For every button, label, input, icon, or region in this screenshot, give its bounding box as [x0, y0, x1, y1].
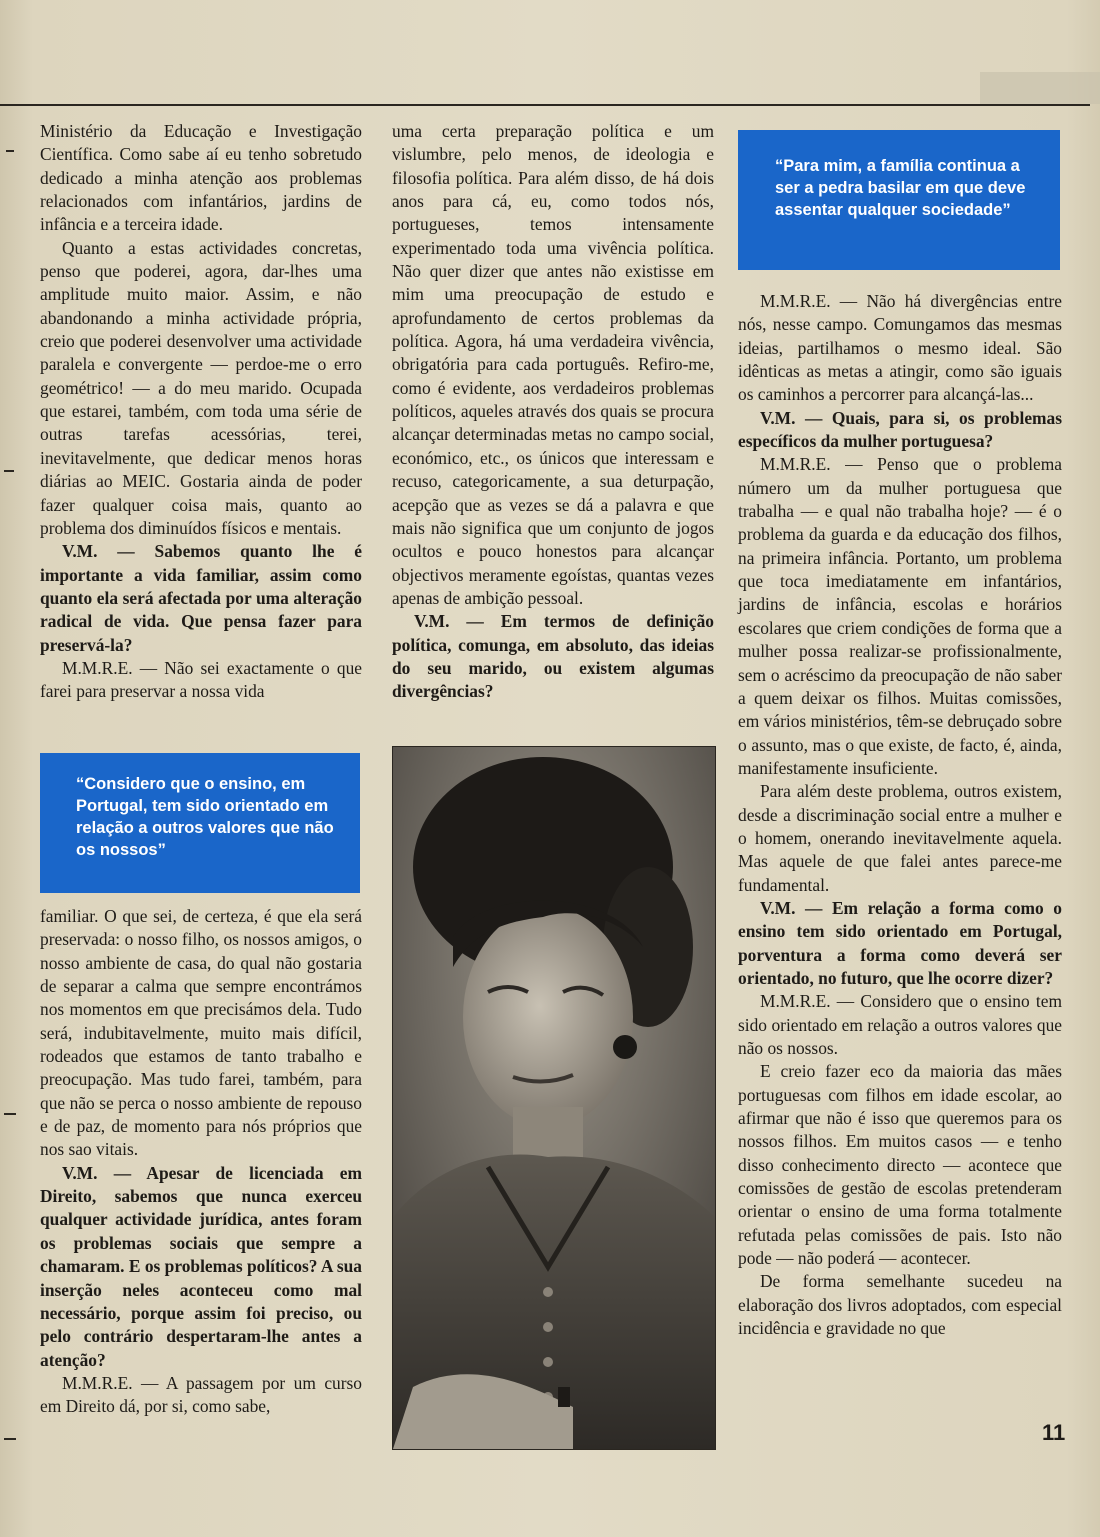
article-paragraph: De forma semelhante sucedeu na elaboração dos livros adoptados, com especial incidência e gravidade no que [738, 1271, 1062, 1339]
interview-question: V.M. — Quais, para si, os problemas específicos da mulher portuguesa? [738, 407, 1062, 452]
article-paragraph: M.M.R.E. — Não sei exactamente o que farei para preservar a nossa vida [40, 657, 362, 702]
article-paragraph: M.M.R.E. — Considero que o ensino tem sido orientado em relação a outros valores que não os nossos. [738, 991, 1062, 1058]
article-paragraph: familiar. O que sei, de certeza, é que ela será preservada: o nosso filho, os nossos amigos, o nosso ambiente de casa, do qual não gostaria de separar a calma que sempre encontrámos nos momentos em que precisámos dela. Tudo será, indubitavelmente, muito mais difícil, rodeados que estamos de tanto trabalho e preocupação. Mas tudo farei, também, para que não se perca o nosso ambiente de repouso e de paz, de momento para nós próprios que nos sao vitais. [40, 906, 362, 1160]
column-1-bottom [40, 905, 362, 1419]
portrait-photo [392, 746, 716, 1450]
interview-question: V.M. — Em relação a forma como o ensino tem sido orientado em Portugal, porventura a forma como deverá ser orientado, no futuro, que lhe ocorre dizer? [738, 897, 1062, 988]
interview-question: V.M. — Em termos de definição política, comunga, em absoluto, das ideias do seu marido, ou existem algumas divergências? [392, 611, 714, 702]
pull-quote-right-text: “Para mim, a família continua a ser a pedra basilar em que deve assentar qualquer sociedade” [775, 157, 1026, 219]
article-paragraph: E creio fazer eco da maioria das mães portuguesas com filhos em idade escolar, ao afirmar que não é isso que queremos para os nossos filhos. Em muitos casos — e tenho disso conhecimento directo — acontece que comissões de gestão de escolas pretenderam orientar o ensino de uma forma totalmente refutada pelas comissões de pais. Isto não pode — não poderá — acontecer. [738, 1061, 1062, 1269]
column-1-top [40, 120, 362, 704]
interview-question: V.M. — Sabemos quanto lhe é importante a vida familiar, assim como quanto ela será afectada por uma alteração radical de vida. Que pensa fazer para preservá-la? [40, 541, 362, 655]
margin-mark [6, 150, 14, 152]
article-paragraph: Para além deste problema, outros existem, desde a discriminação social entre a mulher e o homem, onerando inevitavelmente aquela. Mas aquele de que falei antes parece-me fundamental. [738, 781, 1062, 895]
article-paragraph: uma certa preparação política e um vislumbre, pelo menos, de ideologia e filosofia política. Para além disso, de há dois anos para cá, eu, como todos nós, portugueses, temos intensamente experimentado toda uma vivência política. Não quer dizer que antes não existisse em mim uma preocupação de estudo e aprofundamento de certos problemas da política. Agora, há uma verdadeira vivência, obrigatória para cada português. Refiro-me, como é evidente, aos verdadeiros problemas políticos, aqueles através dos quais se procura alcançar determinadas metas no campo social, económico, etc., os únicos que interessam e recuso, categoricamente, a sua deturpação, acepção que as vezes se dá a palavra e que mais não significa que um conjunto de jogos ocultos e pouco honestos para alcançar objectivos meramente egoístas, quantas vezes apenas de ambição pessoal. [392, 121, 714, 608]
portrait-illustration [393, 747, 715, 1449]
header-rule [0, 104, 1090, 106]
margin-mark [4, 470, 14, 472]
interview-question: V.M. — Apesar de licenciada em Direito, sabemos que nunca exerceu qualquer actividade jurídica, antes foram os problemas sociais que sempre a chamaram. E os problemas políticos? A sua inserção neles aconteceu como mal necessário, porque assim foi preciso, ou pelo contrário despertaram-lhe antes a atenção? [40, 1162, 362, 1370]
pull-quote-left-text: “Considero que o ensino, em Portugal, tem sido orientado em relação a outros valores que não os nossos” [76, 775, 334, 859]
page-number: 11 [1042, 1420, 1066, 1445]
pull-quote-right [738, 130, 1060, 270]
column-2 [392, 120, 714, 704]
article-paragraph: M.M.R.E. — A passagem por um curso em Direito dá, por si, como sabe, [40, 1372, 362, 1417]
article-paragraph: M.M.R.E. — Penso que o problema número um da mulher portuguesa que trabalha — e qual não trabalha hoje? — é o problema da guarda e da educação dos filhos, na primeira infância. Portanto, um problema que toca imediatamente em infantários, jardins de infância, escolas e horários escolares que criem condições de forma que a mulher possa realizar-se profissionalmente, sem o acréscimo da preocupação de não saber a quem deixar os filhos. Muitas comissões, em vários ministérios, têm-se debruçado sobre o assunto, mas o que existe, de facto, é, ainda, manifestamente insuficiente. [738, 454, 1062, 778]
article-paragraph: M.M.R.E. — Não há divergências entre nós, nesse campo. Comungamos das mesmas ideias, partilhamos o mesmo ideal. São idênticas as metas a atingir, como são iguais os caminhos a percorrer para alcançá-las... [738, 291, 1062, 405]
article-paragraph: Quanto a estas actividades concretas, penso que poderei, agora, dar-lhes uma amplitude muito maior. Assim, e não abandonando a minha actividade própria, creio que poderei desenvolver uma actividade paralela e convergente — perdoe-me o erro geométrico! — a do meu marido. Ocupada que estarei, também, com toda uma série de outras tarefas acessórias, terei, inevitavelmente, que dedicar menos horas diárias ao MEIC. Gostaria ainda de poder fazer qualquer coisa mais, quanto ao problema dos diminuídos físicos e mentais. [40, 237, 362, 538]
article-paragraph: Ministério da Educação e Investigação Científica. Como sabe aí eu tenho sobretudo dedicado a minha atenção aos problemas relacionados com infantários, jardins de infância e a terceira idade. [40, 121, 362, 235]
pull-quote-left [40, 753, 360, 893]
margin-mark [4, 1113, 16, 1115]
column-3 [738, 290, 1062, 1340]
section-header-tab [980, 72, 1100, 104]
margin-mark [4, 1438, 16, 1440]
